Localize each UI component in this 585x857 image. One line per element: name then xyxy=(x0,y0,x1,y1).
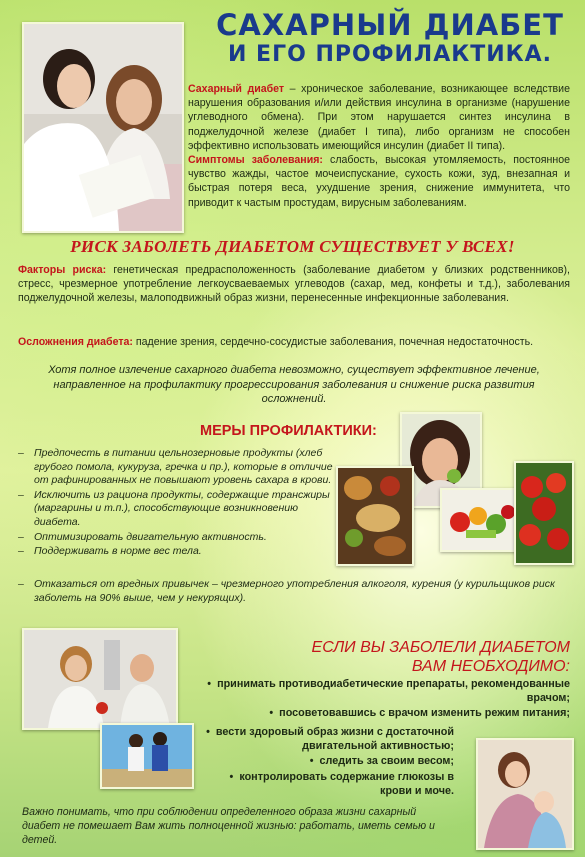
bullet-icon: • xyxy=(207,678,212,690)
complications-text: падение зрения, сердечно-сосудистые заболевания, почечная недостаточность. xyxy=(132,336,534,348)
if-ill-heading-line-2: ВАМ НЕОБХОДИМО: xyxy=(411,658,570,675)
bullet-icon: • xyxy=(269,707,274,720)
complications-label: Осложнения диабета: xyxy=(18,336,133,348)
page-title xyxy=(200,8,580,68)
vegetables-photo xyxy=(440,488,522,552)
risk-factors xyxy=(18,263,570,306)
if-ill-heading-line-1: ЕСЛИ ВЫ ЗАБОЛЕЛИ ДИАБЕТОМ xyxy=(311,639,570,656)
need-item: • следить за своим весом; xyxy=(309,755,454,768)
doctor-patient-photo xyxy=(22,22,184,233)
need-item: • принимать противодиабетические препараты, рекомендованные врачом; xyxy=(207,678,570,705)
diabetes-term: Сахарный диабет xyxy=(188,83,285,95)
dash-icon: – xyxy=(18,530,24,543)
if-ill-list xyxy=(196,677,570,722)
measure-item: – Исключить из рациона продукты, содержащие трансжиры (маргарины и т.п.), способствующие возникновению диабета. xyxy=(18,488,330,528)
measures-heading: МЕРЫ ПРОФИЛАКТИКИ: xyxy=(200,423,377,439)
final-note: Важно понимать, что при соблюдении определенного образа жизни сахарный диабет не помешает Вам жить полноценной жизнью: работать, иметь семью и детей. xyxy=(22,806,435,846)
measure-item: – Предпочесть в питании цельнозерновые продукты (хлеб грубого помола, кукуруза, гречка и пр.), которые в отличие от рафинированных не повышают уровень сахара в крови. xyxy=(18,447,333,487)
title-line-2: И ЕГО ПРОФИЛАКТИКА. xyxy=(227,42,552,67)
symptoms-label: Симптомы заболевания: xyxy=(188,154,323,167)
dash-icon: – xyxy=(18,578,24,590)
need-item: • контролировать содержание глюкозы в крови и моче. xyxy=(229,770,454,797)
intro-text xyxy=(188,82,570,210)
measures-list xyxy=(18,447,334,560)
symptoms-text: слабость, высокая утомляемость, постоянное чувство жажды, частое мочеиспускание, сухость кожи, зуд, внезапная и быстрая потеря веса, ухудшение зрения, снижение иммунитета, что приводит к частым простудам, вирусным заболеваниям. xyxy=(188,154,570,209)
dash-icon: – xyxy=(18,488,24,501)
measure-item: – Поддерживать в норме вес тела. xyxy=(18,545,202,558)
bullet-icon: • xyxy=(229,770,234,783)
bullet-icon: • xyxy=(206,726,210,738)
walking-couple-photo xyxy=(100,723,194,789)
tomatoes-photo xyxy=(514,461,574,565)
complications xyxy=(18,335,570,349)
bullet-icon: • xyxy=(309,755,314,768)
if-ill-list-narrow xyxy=(196,725,454,799)
need-item: • вести здоровый образ жизни с достаточной двигательной активностью; xyxy=(206,726,454,753)
diabetes-definition: – хроническое заболевание, возникающее вследствие нарушения образования и/или действия инсулина в организме (нарушение углеводного обмена). При этом нарушается синтез инсулина в поджелудочной железе (диабет I типа), либо организм не способен эффективно использовать имеющийся инсулин (диабет II типа). xyxy=(188,83,570,152)
food-photo xyxy=(336,466,414,566)
measure-item-last: – Отказаться от вредных привычек – чрезмерного употребления алкоголя, курения (у курильщиков риск заболеть на 90% выше, чем у некурящих). xyxy=(18,578,555,604)
title-line-1: САХАРНЫЙ ДИАБЕТ xyxy=(216,8,564,42)
weighing-photo xyxy=(22,628,178,730)
dash-icon: – xyxy=(18,447,24,459)
mother-child-photo xyxy=(476,738,574,850)
dash-icon: – xyxy=(18,545,24,558)
risk-factors-label: Факторы риска: xyxy=(18,264,107,276)
treatment-note: Хотя полное излечение сахарного диабета невозможно, существует эффективное лечение, направленное на профилактику прогрессирования заболевания и снижение риска развития осложнений. xyxy=(48,364,540,405)
risk-factors-text: генетическая предрасположенность (заболевание диабетом у близких родственников), стресс, чрезмерное употребление легкоусваеваемых углеводов (сахар, мед, конфеты и т.д.), заболевания поджелудочной железы, малоподвижный образ жизни, перенесенные инфекционные заболевания. xyxy=(18,264,570,305)
risk-heading: РИСК ЗАБОЛЕТЬ ДИАБЕТОМ СУЩЕСТВУЕТ У ВСЕХ! xyxy=(70,237,515,256)
measure-item: – Оптимизировать двигательную активность. xyxy=(18,530,267,543)
need-item: • посоветовавшись с врачом изменить режим питания; xyxy=(269,707,570,720)
if-ill-heading xyxy=(240,638,570,676)
